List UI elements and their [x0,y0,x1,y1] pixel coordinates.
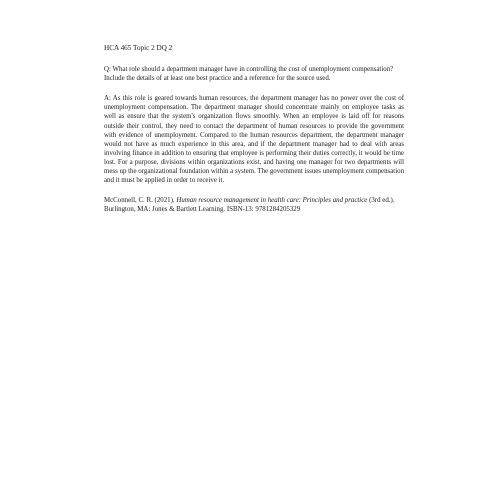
reference-citation [104,196,404,214]
question-paragraph: Q: What role should a department manager have in controlling the cost of unemployment compensation? Include the details of at least one best practice and a reference for the source used. [104,66,394,83]
document-body [104,44,404,225]
reference-details: (3rd ed.). Burlington, MA: Jones & Bartlett Learning. ISBN-13: 9781284205329 [104,197,395,214]
reference-authors: McConnell, C. R. (2021). [104,197,177,205]
answer-paragraph: A: As this role is geared towards human resources, the department manager has no power over the cost of unemployment compensation. The department manager should concentrate mainly on employee tasks as well as ensure that the system's organization flows smoothly. When an employee is laid off for reasons outside their control, they need to contact the department of human resources to provide the government with evidence of unemployment. Compared to the human resources department, the department manager would not have as much experience in this area, and if the department manager had to deal with areas involving finance in addition to ensuring that employee is performing their duties correctly, it would be time lost. For a purpose, divisions within organizations exist, and having one manager for two departments will mess up the organizational foundation within a system. The government issues unemployment compensation and it must be applied in order to receive it. [104,95,405,185]
document-title: HCA 465 Topic 2 DQ 2 [104,44,173,52]
reference-title: Human resource management in health care: Principles and practice [176,197,368,205]
